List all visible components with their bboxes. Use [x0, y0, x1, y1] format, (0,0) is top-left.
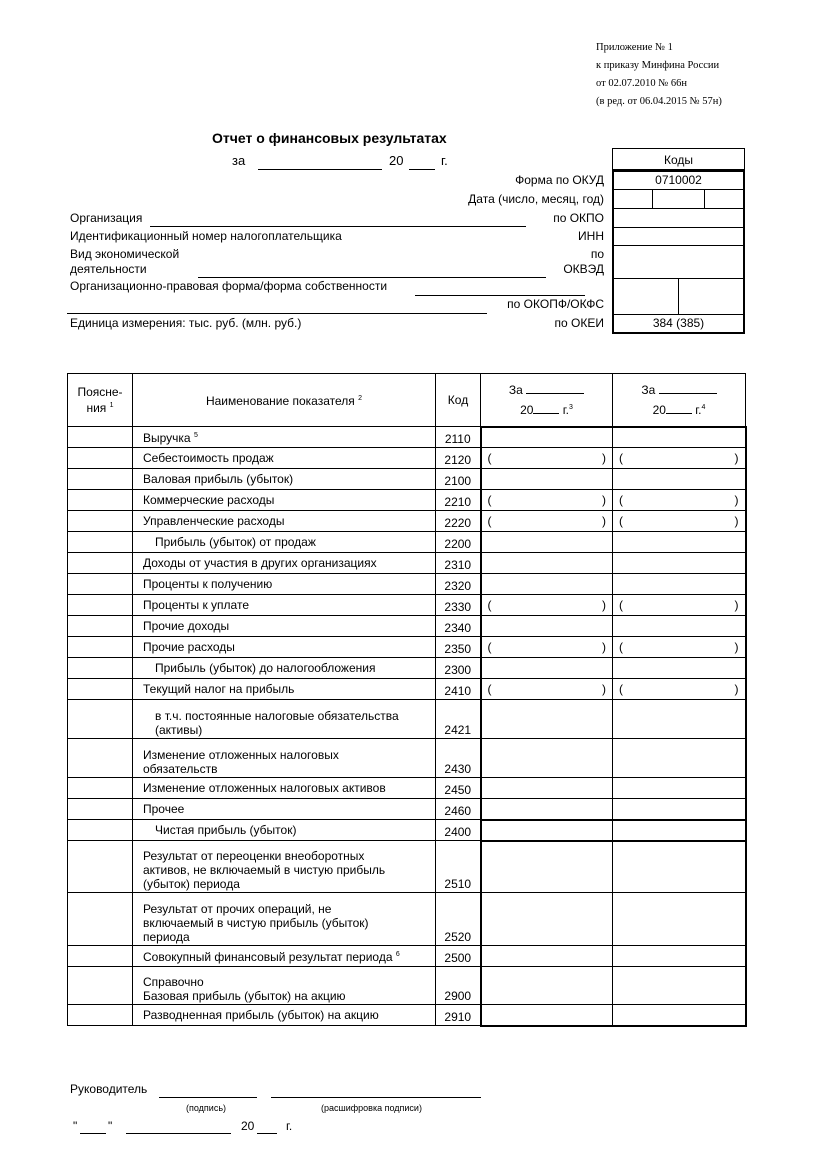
row-name-line: Справочно [143, 975, 204, 989]
row-value-period-2[interactable] [613, 427, 746, 448]
paren-open: ( [487, 640, 492, 654]
row-name [133, 616, 436, 637]
row-name [133, 799, 436, 820]
row-code: 2900 [436, 967, 481, 1005]
legal-form-field[interactable] [415, 295, 585, 296]
row-value-period-2[interactable] [613, 448, 746, 469]
row-value-period-1[interactable] [481, 427, 613, 448]
table-row [68, 820, 746, 841]
decoding-caption: (расшифровка подписи) [321, 1103, 422, 1113]
row-notes-cell[interactable] [68, 700, 133, 739]
appendix-line-1: Приложение № 1 [596, 42, 673, 53]
row-notes-cell[interactable] [68, 1005, 133, 1026]
row-notes-cell[interactable] [68, 532, 133, 553]
okpo-label: по ОКПО [553, 211, 604, 225]
okved-label-top: по [590, 247, 604, 261]
row-value-period-1[interactable] [481, 739, 613, 778]
date-quote-open: " [73, 1119, 78, 1133]
row-name-text: Чистая прибыль (убыток) [155, 823, 297, 837]
codes-divider [612, 208, 745, 209]
row-name-text: Проценты к получению [143, 577, 273, 591]
paren-open: ( [619, 598, 623, 612]
row-name [133, 820, 436, 841]
table-row [68, 679, 746, 700]
period-year-prefix: 20 [389, 153, 404, 168]
row-value-period-2[interactable] [613, 469, 746, 490]
row-notes-cell[interactable] [68, 841, 133, 893]
table-row [68, 532, 746, 553]
row-value-period-1[interactable] [481, 658, 613, 679]
row-code: 2210 [436, 490, 481, 511]
row-name-text: Прочее [143, 802, 185, 816]
row-value-period-2[interactable] [613, 532, 746, 553]
row-name [133, 893, 436, 946]
row-name-line: (активы) [155, 723, 203, 737]
table-row [68, 637, 746, 658]
row-code: 2400 [436, 820, 481, 841]
header-name: Наименование показателя $^2$ [133, 374, 436, 427]
row-code: 2100 [436, 469, 481, 490]
table-row [68, 616, 746, 637]
table-row [68, 511, 746, 532]
row-name-text: Текущий налог на прибыль [143, 682, 295, 696]
paren-close: ) [734, 493, 739, 507]
row-notes-cell[interactable] [68, 469, 133, 490]
row-value-period-2[interactable] [613, 574, 746, 595]
row-name-text: Валовая прибыль (убыток) [143, 472, 294, 486]
row-notes-cell[interactable] [68, 946, 133, 967]
paren-close: ) [734, 640, 739, 654]
row-value-period-2[interactable] [613, 841, 746, 893]
row-name-text: Прочие расходы [143, 640, 235, 654]
paren-close: ) [602, 514, 606, 528]
paren-close: ) [602, 640, 606, 654]
row-notes-cell[interactable] [68, 820, 133, 841]
row-notes-cell[interactable] [68, 778, 133, 799]
row-value-period-2[interactable] [613, 778, 746, 799]
paren-close: ) [602, 493, 606, 507]
report-title: Отчет о финансовых результатах [212, 130, 447, 146]
row-code: 2120 [436, 448, 481, 469]
date-day-field[interactable] [80, 1133, 106, 1134]
period-suffix: г. [441, 153, 448, 168]
row-name-text: Изменение отложенных налоговых активов [143, 781, 386, 795]
codes-divider [612, 314, 745, 315]
row-code: 2520 [436, 893, 481, 946]
table-row [68, 553, 746, 574]
paren-open: ( [487, 514, 492, 528]
header-period-2: За 20 г.$^4$ [613, 374, 746, 427]
okei-value: 384 (385) [652, 316, 705, 330]
row-notes-cell[interactable] [68, 574, 133, 595]
row-value-period-1[interactable] [481, 490, 613, 511]
row-notes-cell[interactable] [68, 893, 133, 946]
appendix-line-3: от 02.07.2010 № 66н [596, 78, 687, 89]
paren-close: ) [602, 451, 606, 465]
paren-open: ( [619, 682, 623, 696]
row-notes-cell[interactable] [68, 595, 133, 616]
row-name [133, 490, 436, 511]
table-row [68, 778, 746, 799]
codes-divider [612, 227, 745, 228]
row-name [133, 511, 436, 532]
financial-results-table [67, 373, 747, 1027]
row-name [133, 778, 436, 799]
inn-code-label: ИНН [578, 229, 604, 243]
row-notes-cell[interactable] [68, 679, 133, 700]
table-row [68, 427, 746, 448]
row-value-period-1[interactable] [481, 532, 613, 553]
table-row [68, 469, 746, 490]
row-value-period-2[interactable] [613, 658, 746, 679]
row-value-period-1[interactable] [481, 679, 613, 700]
date-quote-close: " [108, 1119, 113, 1133]
row-name-text: Разводненная прибыль (убыток) на акцию [143, 1008, 379, 1022]
row-name [133, 700, 436, 739]
okud-value: 0710002 [655, 173, 702, 187]
table-row [68, 1005, 746, 1026]
okved-label: ОКВЭД [563, 262, 604, 276]
row-name [133, 532, 436, 553]
row-code: 2340 [436, 616, 481, 637]
table-row [68, 799, 746, 820]
row-name-text: Доходы от участия в других организациях [143, 556, 377, 570]
decoding-field[interactable] [271, 1097, 481, 1098]
table-row [68, 490, 746, 511]
row-name-text: Себестоимость продаж [143, 451, 274, 465]
date-month-cell[interactable] [652, 189, 705, 208]
row-value-period-2[interactable] [613, 1005, 746, 1026]
row-notes-cell[interactable] [68, 511, 133, 532]
table-row [68, 739, 746, 778]
row-value-period-2[interactable] [613, 700, 746, 739]
footnote-mark: 5 [193, 432, 198, 439]
head-label: Руководитель [70, 1082, 148, 1096]
row-name [133, 1005, 436, 1026]
table-row [68, 893, 746, 946]
row-value-period-1[interactable] [481, 820, 613, 841]
okud-label: Форма по ОКУД [515, 173, 604, 187]
row-name-line: обязательств [143, 762, 218, 776]
row-value-period-1[interactable] [481, 700, 613, 739]
row-value-period-1[interactable] [481, 967, 613, 1005]
header-notes: Поясне- ния $^1$ [68, 374, 133, 427]
legal-form-label: Организационно-правовая форма/форма собственности [70, 279, 388, 293]
row-notes-cell[interactable] [68, 799, 133, 820]
row-name [133, 574, 436, 595]
okopf-divider [678, 278, 679, 314]
date-label: Дата (число, месяц, год) [468, 192, 604, 206]
row-name [133, 679, 436, 700]
row-name-text: Прибыль (убыток) до налогообложения [155, 661, 376, 675]
row-value-period-1[interactable] [481, 893, 613, 946]
row-notes-cell[interactable] [68, 967, 133, 1005]
row-name [133, 595, 436, 616]
appendix-line-4: (в ред. от 06.04.2015 № 57н) [596, 96, 722, 107]
activity-label-2: деятельности [70, 262, 147, 276]
row-notes-cell[interactable] [68, 658, 133, 679]
row-notes-cell[interactable] [68, 427, 133, 448]
table-row [68, 700, 746, 739]
activity-field[interactable] [198, 277, 546, 278]
row-name [133, 469, 436, 490]
row-code: 2300 [436, 658, 481, 679]
okei-label: по ОКЕИ [554, 316, 604, 330]
row-code: 2421 [436, 700, 481, 739]
row-notes-cell[interactable] [68, 553, 133, 574]
row-value-period-1[interactable] [481, 616, 613, 637]
paren-open: ( [487, 493, 492, 507]
date-year-prefix: 20 [241, 1119, 255, 1133]
period-prefix: за [232, 153, 246, 168]
row-notes-cell[interactable] [68, 637, 133, 658]
table-row [68, 595, 746, 616]
legal-form-field-2[interactable] [67, 313, 487, 314]
table-row [68, 658, 746, 679]
row-value-period-1[interactable] [481, 946, 613, 967]
row-value-period-1[interactable] [481, 574, 613, 595]
row-code: 2220 [436, 511, 481, 532]
row-code: 2410 [436, 679, 481, 700]
row-name [133, 967, 436, 1005]
row-value-period-2[interactable] [613, 511, 746, 532]
inn-label: Идентификационный номер налогоплательщика [70, 229, 342, 243]
paren-close: ) [734, 451, 739, 465]
paren-open: ( [619, 493, 623, 507]
appendix-line-2: к приказу Минфина России [596, 60, 720, 71]
row-name [133, 658, 436, 679]
row-name-text: Управленческие расходы [143, 514, 285, 528]
row-name-line: включаемый в чистую прибыль (убыток) [143, 916, 369, 930]
row-name [133, 739, 436, 778]
row-code: 2350 [436, 637, 481, 658]
signature-caption: (подпись) [186, 1103, 227, 1113]
paren-open: ( [619, 514, 623, 528]
row-value-period-2[interactable] [613, 799, 746, 820]
row-value-period-2[interactable] [613, 739, 746, 778]
row-name-line: Результат от прочих операций, не [143, 902, 332, 916]
row-name-line: Базовая прибыль (убыток) на акцию [143, 989, 346, 1003]
paren-open: ( [619, 640, 623, 654]
row-name-line: (убыток) периода [143, 877, 240, 891]
row-name [133, 553, 436, 574]
row-name-line: в т.ч. постоянные налоговые обязательства [155, 709, 399, 723]
row-value-period-1[interactable] [481, 469, 613, 490]
paren-close: ) [734, 514, 739, 528]
header-period-1: За 20 г.$^3$ [481, 374, 613, 427]
paren-open: ( [487, 451, 492, 465]
row-name [133, 946, 436, 967]
row-name-line: периода [143, 930, 190, 944]
table-row [68, 946, 746, 967]
row-name-text: Прибыль (убыток) от продаж [155, 535, 316, 549]
row-name-text: Прочие доходы [143, 619, 230, 633]
row-value-period-2[interactable] [613, 967, 746, 1005]
row-name-text: Совокупный финансовый результат периода [143, 950, 393, 964]
row-code: 2330 [436, 595, 481, 616]
row-value-period-1[interactable] [481, 1005, 613, 1026]
activity-label-1: Вид экономической [70, 247, 180, 261]
table-row [68, 574, 746, 595]
table-row [68, 448, 746, 469]
paren-close: ) [602, 682, 606, 696]
row-name [133, 637, 436, 658]
paren-close: ) [602, 598, 606, 612]
date-year-field[interactable] [257, 1133, 277, 1134]
header-code: Код [436, 374, 481, 427]
codes-divider [612, 245, 745, 246]
row-value-period-1[interactable] [481, 511, 613, 532]
row-code: 2910 [436, 1005, 481, 1026]
row-name-text: Коммерческие расходы [143, 493, 275, 507]
organization-field[interactable] [150, 226, 526, 227]
paren-close: ) [734, 598, 739, 612]
organization-label: Организация [70, 211, 143, 225]
row-value-period-2[interactable] [613, 616, 746, 637]
row-value-period-2[interactable] [613, 679, 746, 700]
date-month-field[interactable] [126, 1133, 231, 1134]
row-name-line: Изменение отложенных налоговых [143, 748, 339, 762]
row-value-period-1[interactable] [481, 799, 613, 820]
row-value-period-1[interactable] [481, 841, 613, 893]
row-notes-cell[interactable] [68, 616, 133, 637]
row-code: 2450 [436, 778, 481, 799]
unit-label: Единица измерения: тыс. руб. (млн. руб.) [70, 316, 302, 330]
signature-field[interactable] [159, 1097, 257, 1098]
row-notes-cell[interactable] [68, 448, 133, 469]
paren-close: ) [734, 682, 739, 696]
row-code: 2460 [436, 799, 481, 820]
row-value-period-2[interactable] [613, 637, 746, 658]
codes-header [612, 148, 745, 170]
row-code: 2510 [436, 841, 481, 893]
okopf-label: по ОКОПФ/ОКФС [507, 297, 604, 311]
row-name [133, 427, 436, 448]
row-code: 2110 [436, 427, 481, 448]
footnote-mark: 6 [395, 951, 400, 958]
row-value-period-2[interactable] [613, 595, 746, 616]
row-value-period-1[interactable] [481, 778, 613, 799]
row-code: 2500 [436, 946, 481, 967]
row-value-period-1[interactable] [481, 637, 613, 658]
row-value-period-2[interactable] [613, 893, 746, 946]
table-header-row [68, 374, 746, 427]
row-name-line: Результат от переоценки внеоборотных [143, 849, 365, 863]
row-name-line: активов, не включаемый в чистую прибыль [143, 863, 386, 877]
table-row [68, 967, 746, 1005]
row-value-period-2[interactable] [613, 946, 746, 967]
row-value-period-2[interactable] [613, 490, 746, 511]
period-day-field[interactable] [258, 169, 382, 170]
row-code: 2430 [436, 739, 481, 778]
row-name [133, 448, 436, 469]
paren-open: ( [619, 451, 623, 465]
row-name [133, 841, 436, 893]
table-row [68, 841, 746, 893]
row-notes-cell[interactable] [68, 739, 133, 778]
row-value-period-2[interactable] [613, 820, 746, 841]
row-code: 2200 [436, 532, 481, 553]
row-code: 2310 [436, 553, 481, 574]
codes-title: Коды [663, 153, 694, 167]
row-value-period-1[interactable] [481, 448, 613, 469]
row-name-text: Проценты к уплате [143, 598, 249, 612]
row-code: 2320 [436, 574, 481, 595]
row-name-text: Выручка [143, 431, 191, 445]
row-value-period-1[interactable] [481, 553, 613, 574]
paren-open: ( [487, 598, 492, 612]
row-value-period-1[interactable] [481, 595, 613, 616]
row-value-period-2[interactable] [613, 553, 746, 574]
period-year-field[interactable] [409, 169, 435, 170]
date-suffix: г. [286, 1119, 293, 1133]
paren-open: ( [487, 682, 492, 696]
row-notes-cell[interactable] [68, 490, 133, 511]
